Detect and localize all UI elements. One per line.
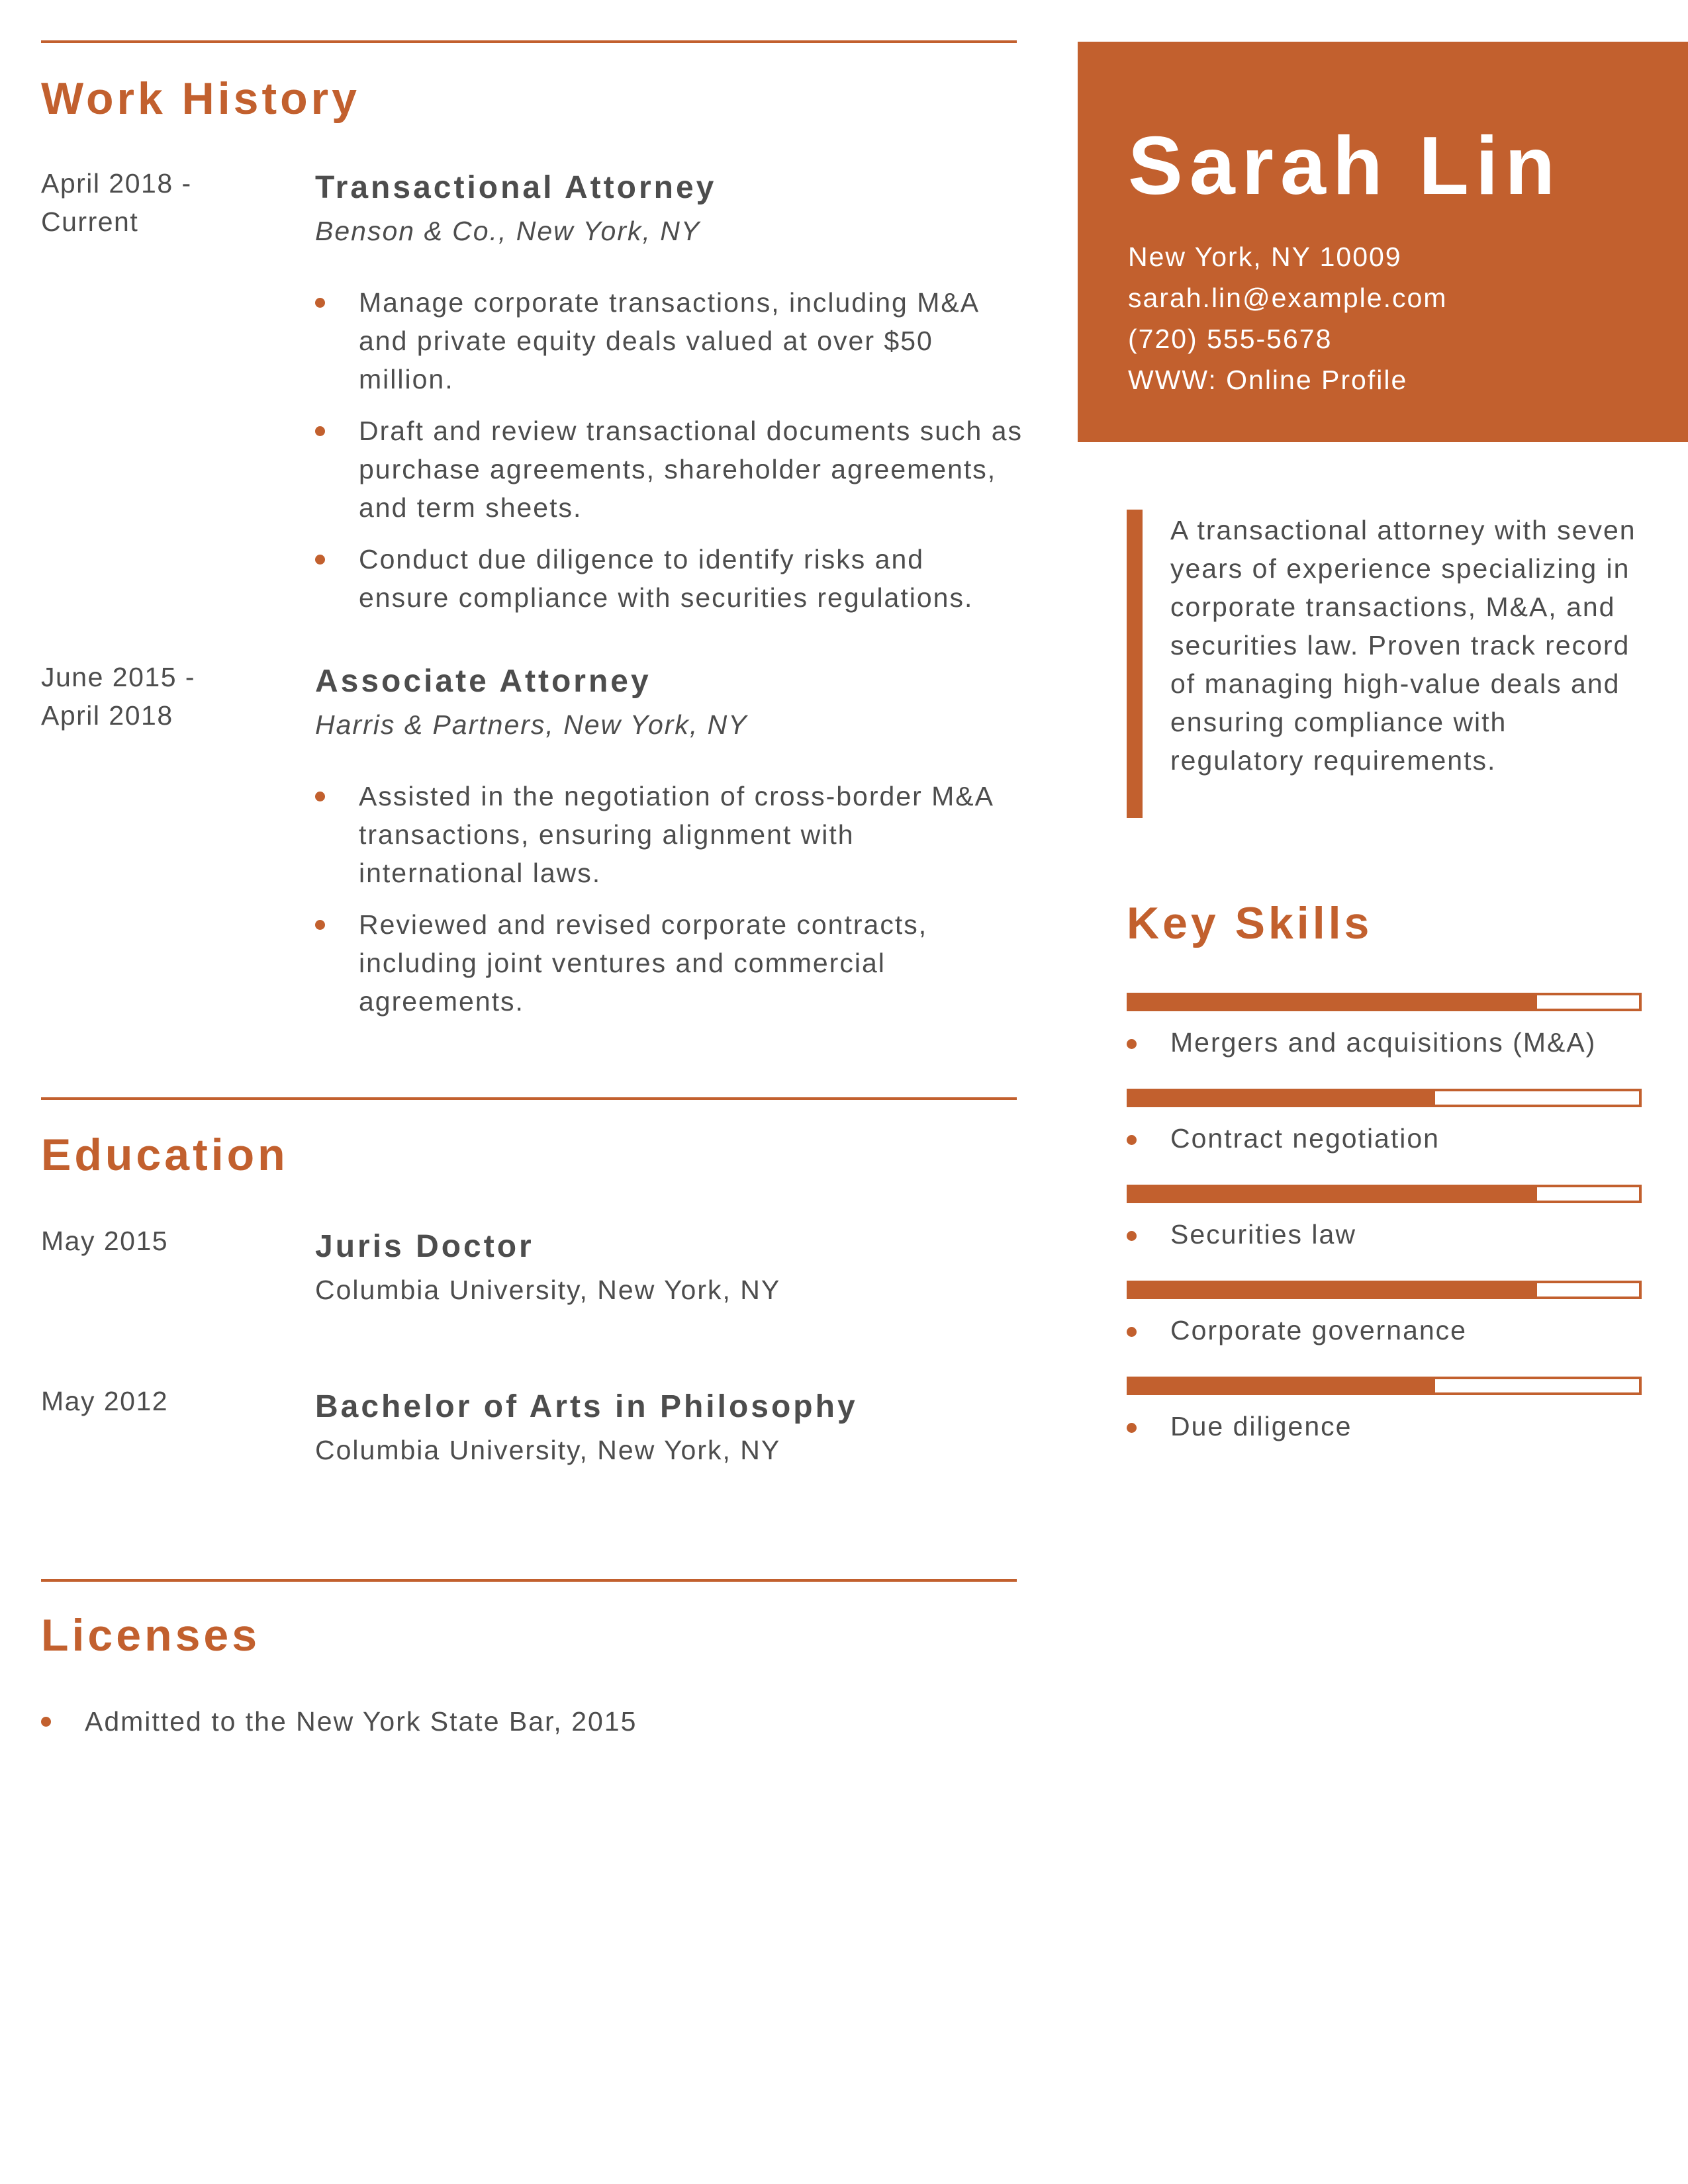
skill-label: Contract negotiation	[1170, 1123, 1440, 1154]
skill-item	[1127, 1123, 1440, 1154]
bullet-dot-icon	[1127, 1423, 1137, 1433]
skill-label: Securities law	[1170, 1219, 1356, 1250]
bullet-dot-icon	[41, 1717, 51, 1727]
contact-phone[interactable]: (720) 555-5678	[1128, 324, 1333, 354]
summary-accent-bar	[1127, 510, 1143, 818]
skill-level-fill	[1129, 1283, 1537, 1297]
job-1-title: Transactional Attorney	[315, 170, 717, 205]
profile-summary: A transactional attorney with seven years of experience specializing in corporate transactions, M&A, and securities law. Proven track record of managing high-value deals and ensuring compliance with regulatory requirements.	[1170, 515, 1636, 776]
education-title: Education	[41, 1130, 289, 1180]
skill-level-fill	[1129, 1187, 1537, 1201]
skill-item	[1127, 1411, 1352, 1442]
job-1-dates-text: April 2018 - Current	[41, 168, 192, 237]
skill-level-bar	[1127, 1185, 1642, 1203]
education-2-date: May 2012	[41, 1386, 169, 1416]
job-2-dates-text: June 2015 - April 2018	[41, 662, 196, 731]
work-history-rule	[41, 40, 1017, 43]
candidate-name: Sarah Lin	[1128, 120, 1562, 212]
contact-location: New York, NY 10009	[1128, 242, 1402, 272]
job-2-title: Associate Attorney	[315, 664, 651, 699]
contact-email[interactable]: sarah.lin@example.com	[1128, 283, 1448, 313]
list-item: Manage corporate transactions, including M&A and private equity deals valued at over $50 million.	[315, 283, 1023, 398]
skill-label: Due diligence	[1170, 1411, 1352, 1441]
bullet-dot-icon	[315, 555, 325, 565]
education-1-school: Columbia University, New York, NY	[315, 1275, 781, 1305]
licenses-rule	[41, 1579, 1017, 1582]
job-1-dates	[41, 164, 233, 241]
skill-level-fill	[1129, 995, 1537, 1009]
education-2-school: Columbia University, New York, NY	[315, 1435, 781, 1465]
job-2-dates	[41, 658, 233, 735]
skill-level-fill	[1129, 1379, 1435, 1392]
skill-item	[1127, 1315, 1467, 1346]
licenses-title: Licenses	[41, 1610, 261, 1661]
bullet-dot-icon	[315, 426, 325, 436]
work-history-title: Work History	[41, 73, 360, 124]
skill-level-bar	[1127, 1377, 1642, 1395]
skill-item	[1127, 1219, 1356, 1250]
education-2-degree: Bachelor of Arts in Philosophy	[315, 1389, 858, 1424]
education-rule	[41, 1097, 1017, 1100]
skill-label: Mergers and acquisitions (M&A)	[1170, 1027, 1597, 1058]
bullet-dot-icon	[1127, 1135, 1137, 1145]
bullet-dot-icon	[1127, 1231, 1137, 1241]
skill-level-bar	[1127, 1089, 1642, 1107]
list-item: Assisted in the negotiation of cross-border M&A transactions, ensuring alignment with international laws.	[315, 777, 1023, 892]
skill-label: Corporate governance	[1170, 1315, 1467, 1345]
licenses-list	[41, 1702, 968, 1754]
bullet-dot-icon	[1127, 1039, 1137, 1049]
skill-item	[1127, 1027, 1596, 1058]
header-box	[1078, 42, 1688, 442]
list-item: Draft and review transactional documents such as purchase agreements, shareholder agreements, and term sheets.	[315, 412, 1023, 527]
bullet-dot-icon	[315, 298, 325, 308]
skill-level-fill	[1129, 1091, 1435, 1105]
education-1-degree: Juris Doctor	[315, 1229, 534, 1264]
bullet-dot-icon	[315, 920, 325, 930]
education-1-date: May 2015	[41, 1226, 169, 1256]
skill-level-bar	[1127, 1281, 1642, 1299]
job-2-org: Harris & Partners, New York, NY	[315, 709, 748, 740]
list-item: Admitted to the New York State Bar, 2015	[41, 1702, 968, 1741]
key-skills-title: Key Skills	[1127, 898, 1373, 948]
job-2-bullets	[315, 777, 1023, 1034]
job-1-bullets	[315, 283, 1023, 630]
list-item: Reviewed and revised corporate contracts, including joint ventures and commercial agreements.	[315, 905, 1023, 1021]
skill-level-bar	[1127, 993, 1642, 1011]
bullet-dot-icon	[315, 792, 325, 801]
job-1-org: Benson & Co., New York, NY	[315, 216, 701, 246]
contact-website[interactable]: WWW: Online Profile	[1128, 365, 1408, 395]
bullet-dot-icon	[1127, 1327, 1137, 1337]
list-item: Conduct due diligence to identify risks and ensure compliance with securities regulations.	[315, 540, 1023, 617]
